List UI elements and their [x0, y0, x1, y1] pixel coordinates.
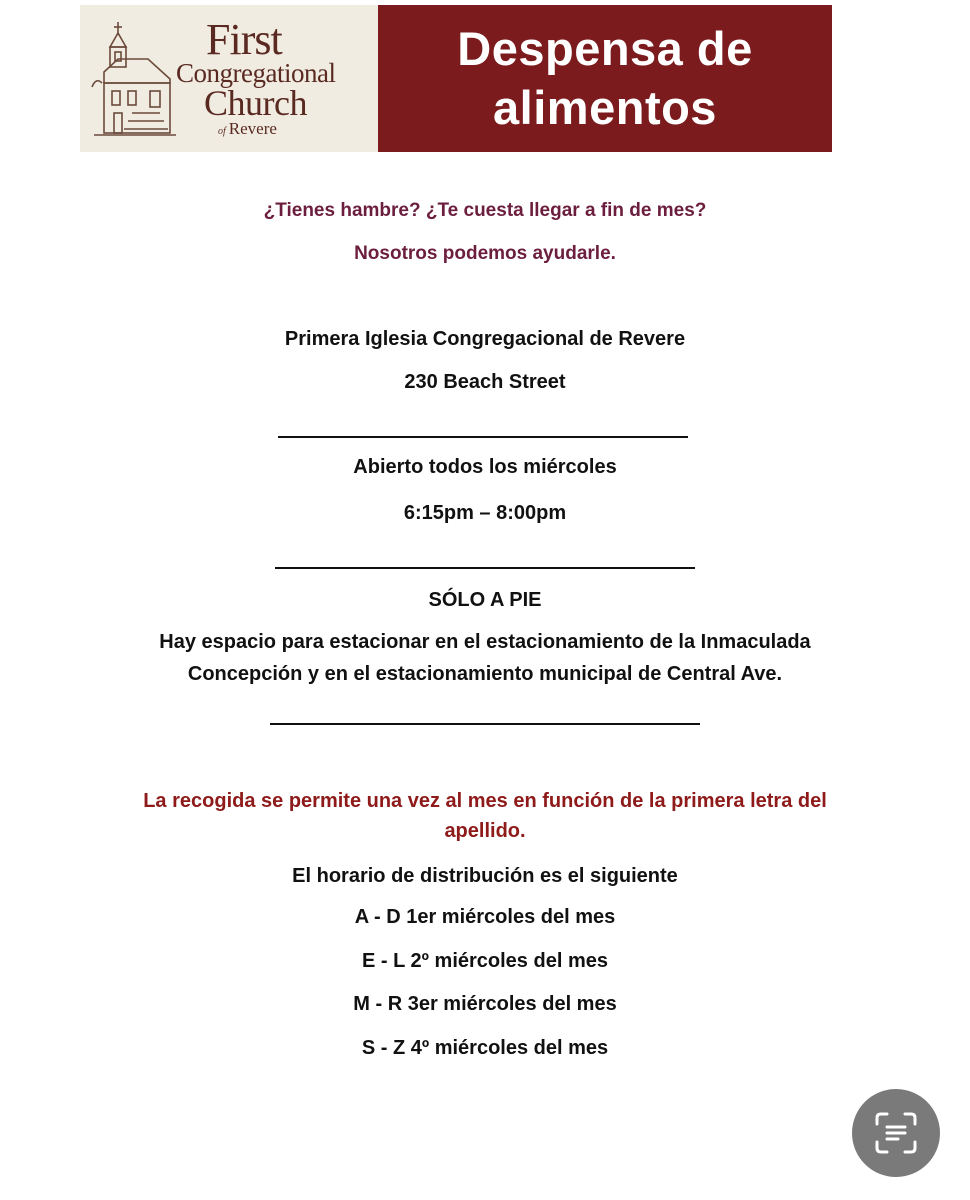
- walk-only-notice: SÓLO A PIE: [428, 589, 542, 611]
- title-line-1: Despensa de: [457, 21, 753, 75]
- text-scan-button[interactable]: [852, 1089, 940, 1177]
- schedule-item: E - L 2º miércoles del mes: [362, 950, 608, 972]
- pickup-rule-line-2: apellido.: [444, 820, 526, 842]
- divider-3: [270, 723, 700, 725]
- church-building-icon: [88, 17, 178, 142]
- church-name: Primera Iglesia Congregacional de Revere: [284, 328, 686, 350]
- open-days: Abierto todos los miércoles: [353, 456, 617, 478]
- logo-church: Church: [204, 83, 307, 124]
- schedule-item: A - D 1er miércoles del mes: [354, 906, 616, 928]
- text-scan-icon: [873, 1110, 919, 1156]
- divider-1: [278, 436, 688, 438]
- schedule-intro: El horario de distribución es el siguiente: [292, 865, 678, 887]
- pickup-rule-line-1: La recogida se permite una vez al mes en función de la primera letra del: [143, 790, 827, 812]
- schedule-item: S - Z 4º miércoles del mes: [361, 1037, 609, 1059]
- church-address: 230 Beach Street: [404, 371, 566, 393]
- parking-line-2: Concepción y en el estacionamiento municipal de Central Ave.: [187, 663, 783, 685]
- church-logo: [80, 5, 378, 152]
- title-banner: [378, 5, 832, 152]
- divider-2: [275, 567, 695, 569]
- intro-question: ¿Tienes hambre? ¿Te cuesta llegar a fin de mes?: [263, 200, 707, 221]
- schedule-item: M - R 3er miércoles del mes: [353, 993, 617, 1015]
- logo-wordmark: [176, 15, 376, 138]
- logo-of: of: [218, 125, 226, 137]
- flyer-header: [80, 5, 832, 152]
- logo-first: First: [206, 15, 282, 64]
- intro-help: Nosotros podemos ayudarle.: [354, 243, 616, 264]
- open-hours: 6:15pm – 8:00pm: [403, 502, 567, 524]
- logo-congregational: Congregational: [176, 57, 336, 88]
- logo-revere-line: [176, 118, 376, 138]
- parking-line-1: Hay espacio para estacionar en el estacionamiento de la Inmaculada: [159, 631, 811, 653]
- title-line-2: alimentos: [493, 80, 717, 134]
- logo-revere: Revere: [228, 118, 277, 138]
